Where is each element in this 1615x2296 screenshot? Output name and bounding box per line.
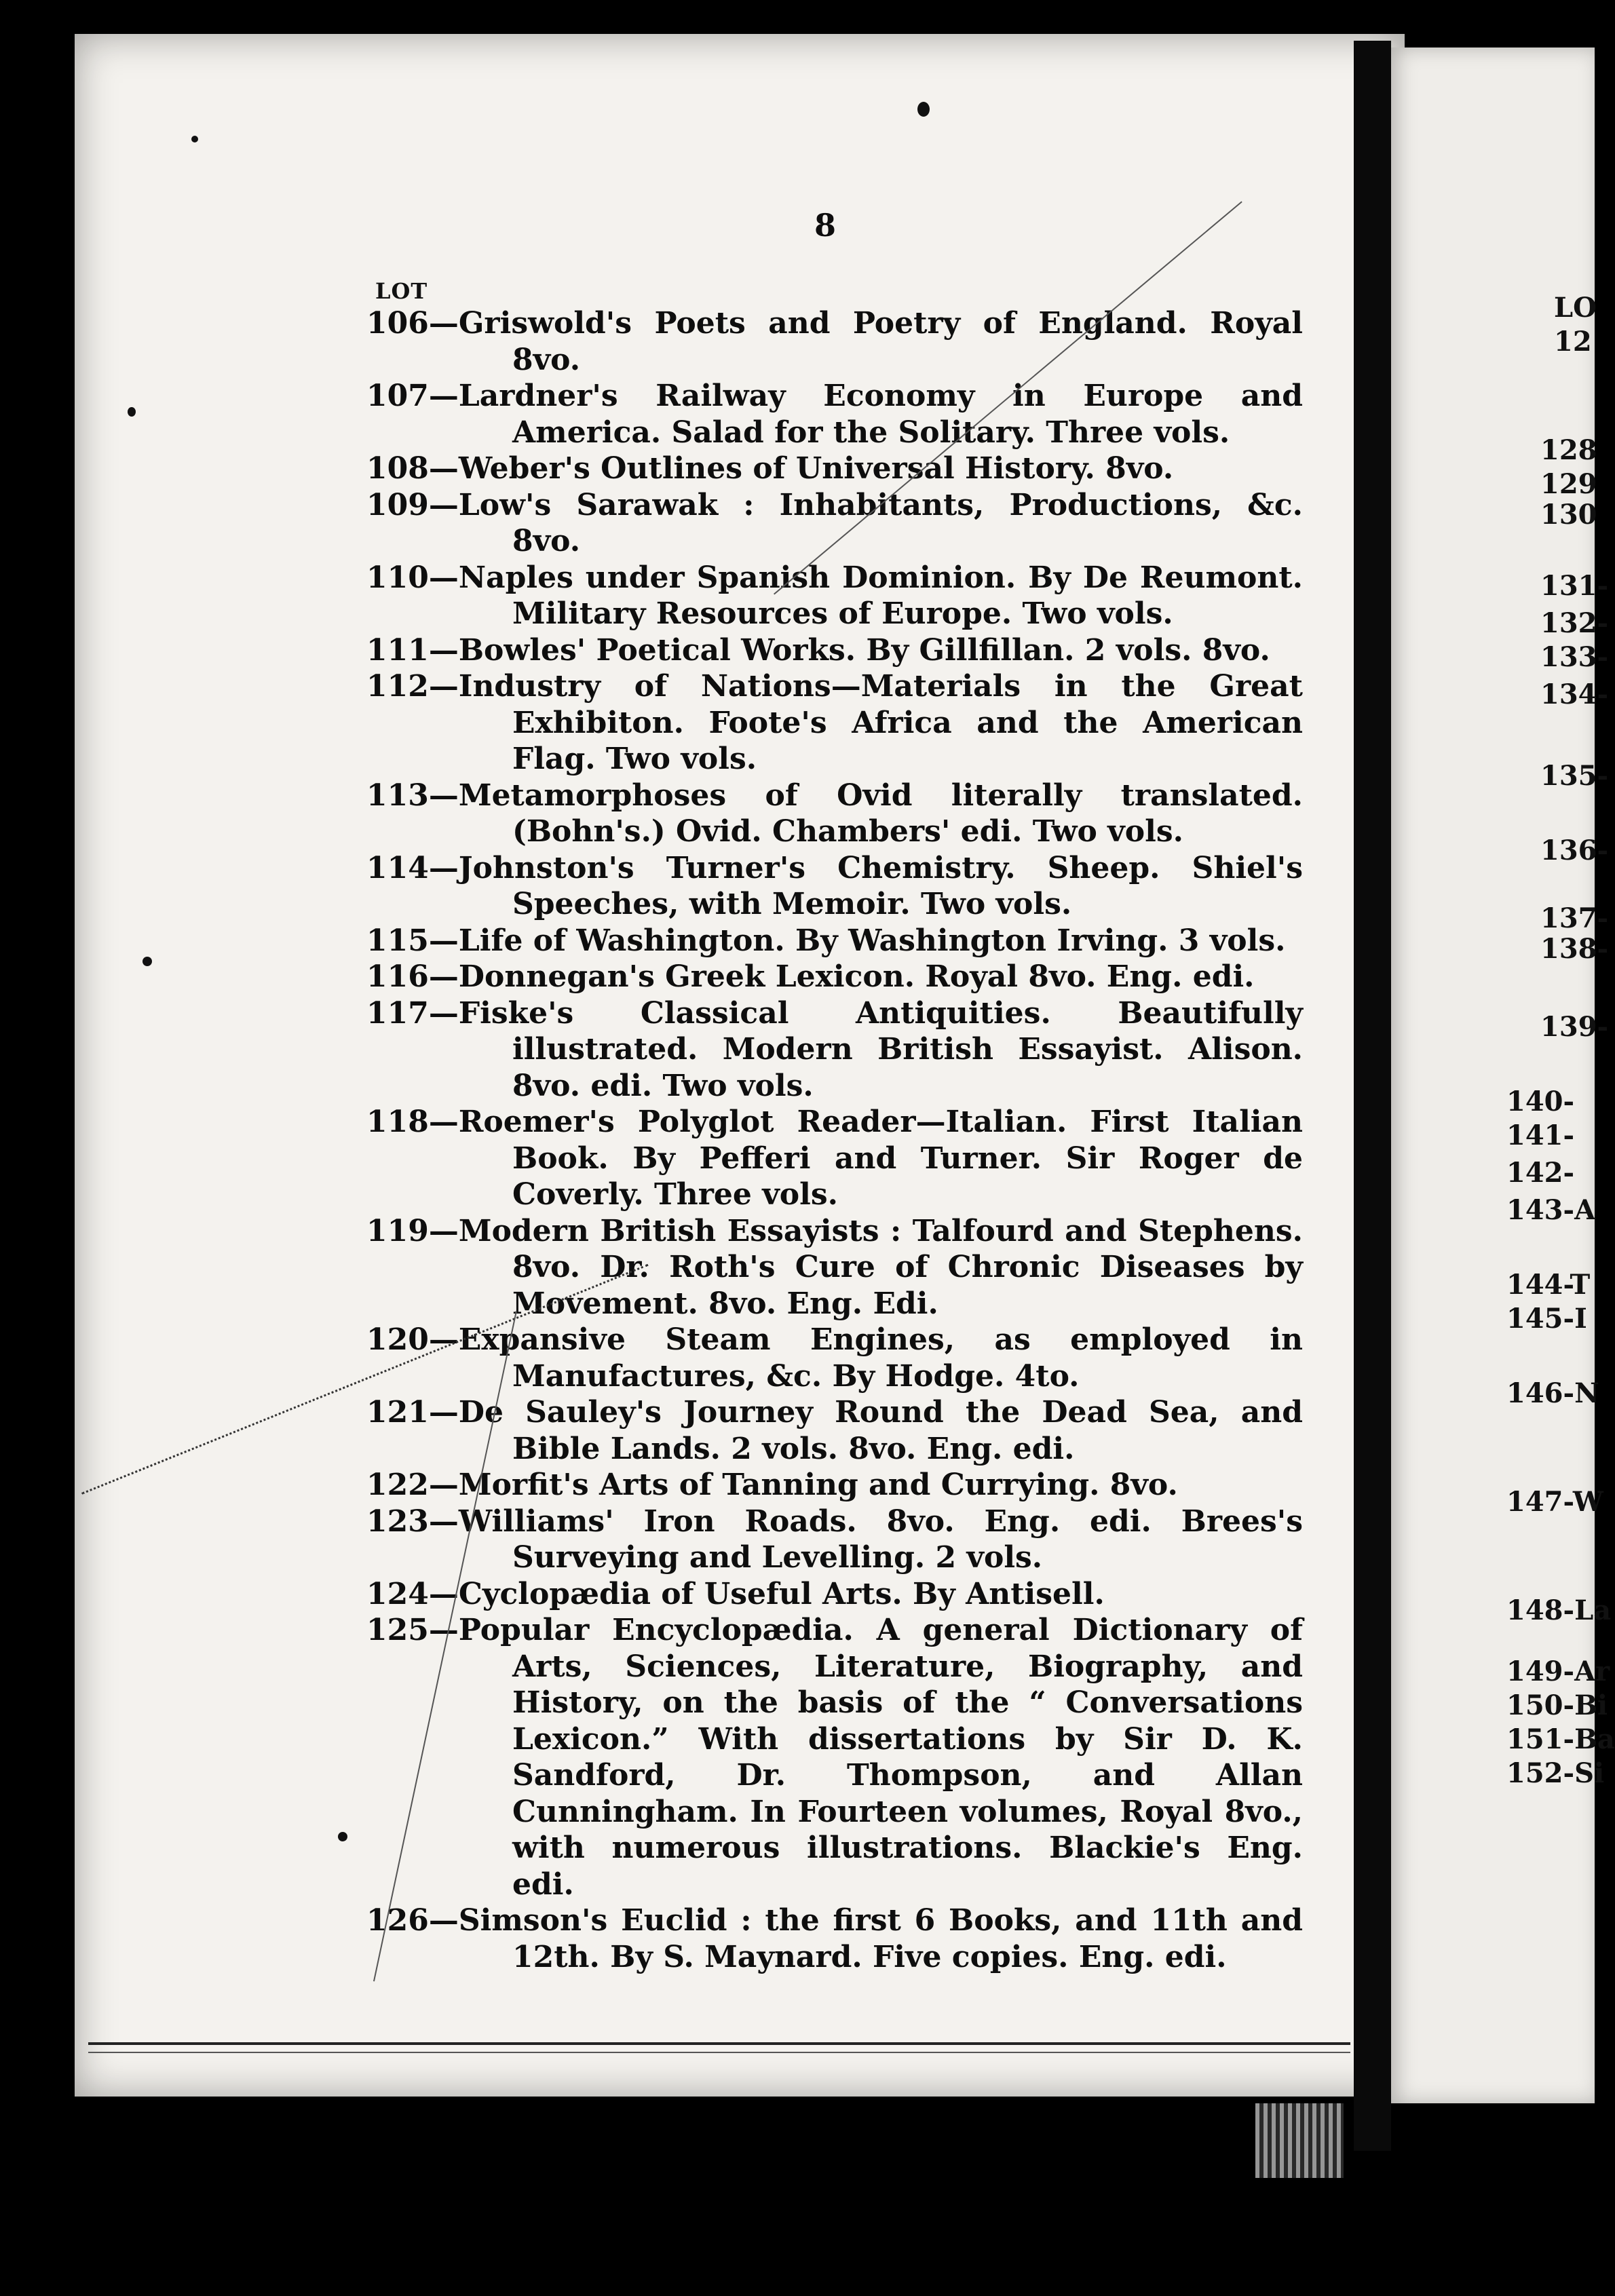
lot-description: Metamorphoses of Ovid literally translated. (Bohn's.) Ovid. Chambers' edi. Two vols. [458,778,1303,849]
scan-speck [191,136,198,142]
lot-header: LOT [375,278,428,304]
catalog-entry [366,1576,1303,1613]
catalog-entries [366,305,1303,1975]
lot-description: Lardner's Railway Economy in Europe and America. Salad for the Solitary. Three vols. [458,379,1303,450]
catalog-entry [366,487,1303,560]
right-page-fragment: 129 [1540,468,1597,500]
right-page-fragment: 148-La [1506,1594,1612,1626]
page-number: 8 [814,207,837,244]
lot-description: Fiske's Classical Antiquities. Beautifully illustrated. Modern British Essayist. Alison. 8vo. edi. Two vols. [458,995,1303,1103]
right-page-fragment: 150-Bi [1506,1689,1608,1721]
right-page-fragment: 136- [1540,835,1609,866]
right-page-fragment: 132- [1540,607,1609,639]
lot-description: Modern British Essayists : Talfourd and Stephens. 8vo. Dr. Roth's Cure of Chronic Diseases by Movement. 8vo. Eng. Edi. [458,1213,1303,1321]
lot-number: 121— [366,1395,459,1430]
scan-speck [338,1832,347,1841]
book-gutter [1354,41,1391,2151]
lot-number: 114— [366,850,459,885]
lot-description: Low's Sarawak : Inhabitants, Productions, &c. 8vo. [458,487,1303,558]
right-page-fragment: 147-W [1506,1486,1603,1518]
lot-number: 113— [366,778,459,813]
lot-description: Donnegan's Greek Lexicon. Royal 8vo. Eng. edi. [458,959,1255,994]
scan-speck [128,407,136,417]
scan-speck [142,957,152,966]
lot-description: Weber's Outlines of Universal History. 8vo. [458,451,1174,486]
lot-description: Roemer's Polyglot Reader—Italian. First Italian Book. By Pefferi and Turner. Sir Roger de Coverly. Three vols. [458,1105,1303,1212]
right-page-fragment: 144-T [1506,1269,1591,1301]
lot-description: Cyclopædia of Useful Arts. By Antisell. [458,1576,1105,1611]
catalog-entry [366,1104,1303,1213]
lot-number: 124— [366,1576,459,1611]
right-page-fragment: 134- [1540,678,1609,710]
right-page-fragment: 137- [1540,902,1609,934]
catalog-entry [366,632,1303,669]
lot-number: 120— [366,1322,459,1357]
lot-number: 109— [366,487,459,522]
right-page-fragment: 145-I [1506,1303,1587,1335]
lot-number: 115— [366,923,459,958]
lot-description: Industry of Nations—Materials in the Great Exhibiton. Foote's Africa and the American Flag. Two vols. [458,669,1303,776]
catalog-entry [366,451,1303,487]
page-edge-texture [1255,2103,1344,2178]
lot-number: 112— [366,669,459,704]
catalog-entry [366,1394,1303,1467]
lot-number: 111— [366,632,459,668]
lot-description: Life of Washington. By Washington Irving. 3 vols. [458,923,1286,958]
catalog-entry [366,1213,1303,1322]
catalog-entry [366,995,1303,1105]
catalog-entry [366,1612,1303,1902]
right-page-fragment: 133- [1540,641,1609,673]
lot-description: Morfit's Arts of Tanning and Currying. 8vo. [458,1468,1178,1502]
right-page-fragment: 128 [1540,434,1597,466]
lot-description: Popular Encyclopædia. A general Dictionary of Arts, Sciences, Literature, Biography, and History, on the basis of the “ Conversations Lexicon.” With dissertations by Sir D. K. Sandford, Dr. Thompson, and Allan Cunningham. In Fourteen volumes, Royal 8vo., with numerous illustrations. Blackie's Eng. edi. [458,1613,1303,1902]
catalog-entry [366,1467,1303,1504]
bottom-rule-secondary [88,2052,1350,2053]
right-page-fragment: 149-Ar [1506,1656,1610,1687]
right-page-fragment: 143-A [1506,1194,1596,1226]
lot-number: 110— [366,560,459,595]
right-page-fragment: 139- [1540,1011,1609,1043]
lot-description: Williams' Iron Roads. 8vo. Eng. edi. Brees's Surveying and Levelling. 2 vols. [458,1504,1303,1575]
scan-speck [917,102,930,117]
catalog-entry [366,778,1303,850]
catalog-entry [366,923,1303,959]
right-page-fragment: 12 [1554,326,1592,358]
bottom-rule [88,2042,1350,2045]
catalog-entry [366,1504,1303,1576]
lot-description: Expansive Steam Engines, as employed in Manufactures, &c. By Hodge. 4to. [458,1322,1303,1394]
lot-number: 108— [366,451,459,486]
lot-description: Naples under Spanish Dominion. By De Reumont. Military Resources of Europe. Two vols. [458,560,1303,631]
lot-number: 122— [366,1468,459,1502]
catalog-entry [366,378,1303,451]
lot-description: Griswold's Poets and Poetry of England. Royal 8vo. [458,306,1303,377]
lot-number: 125— [366,1613,459,1647]
right-page-fragment: 142- [1506,1157,1575,1189]
catalog-entry [366,560,1303,632]
lot-description: Simson's Euclid : the first 6 Books, and 11th and 12th. By S. Maynard. Five copies. Eng. edi. [458,1903,1303,1974]
lot-description: De Sauley's Journey Round the Dead Sea, and Bible Lands. 2 vols. 8vo. Eng. edi. [458,1395,1303,1466]
right-page-fragment: 141- [1506,1120,1575,1151]
lot-number: 107— [366,379,459,413]
lot-number: 119— [366,1213,459,1248]
catalog-entry [366,850,1303,923]
right-page-fragment: 130 [1540,499,1597,531]
right-page-fragment: 135- [1540,760,1609,792]
catalog-entry [366,668,1303,778]
lot-number: 106— [366,306,459,341]
catalog-entry [366,959,1303,995]
catalog-entry [366,305,1303,378]
right-page-fragment: 152-Si [1506,1757,1605,1789]
right-page-fragment: 138- [1540,933,1609,965]
lot-description: Bowles' Poetical Works. By Gillfillan. 2 vols. 8vo. [458,632,1270,668]
lot-number: 126— [366,1903,459,1938]
right-page-fragment: 131- [1540,570,1609,602]
lot-description: Johnston's Turner's Chemistry. Sheep. Shiel's Speeches, with Memoir. Two vols. [458,850,1303,921]
lot-number: 123— [366,1504,459,1539]
right-page-fragment: 140- [1506,1086,1575,1117]
right-page-fragment: 146-N [1506,1377,1599,1409]
lot-number: 116— [366,959,459,994]
right-page-fragment: 151-Ba [1506,1723,1615,1755]
lot-number: 117— [366,995,459,1031]
right-page-fragment: LO [1554,292,1597,324]
catalog-entry [366,1902,1303,1975]
lot-number: 118— [366,1105,459,1139]
